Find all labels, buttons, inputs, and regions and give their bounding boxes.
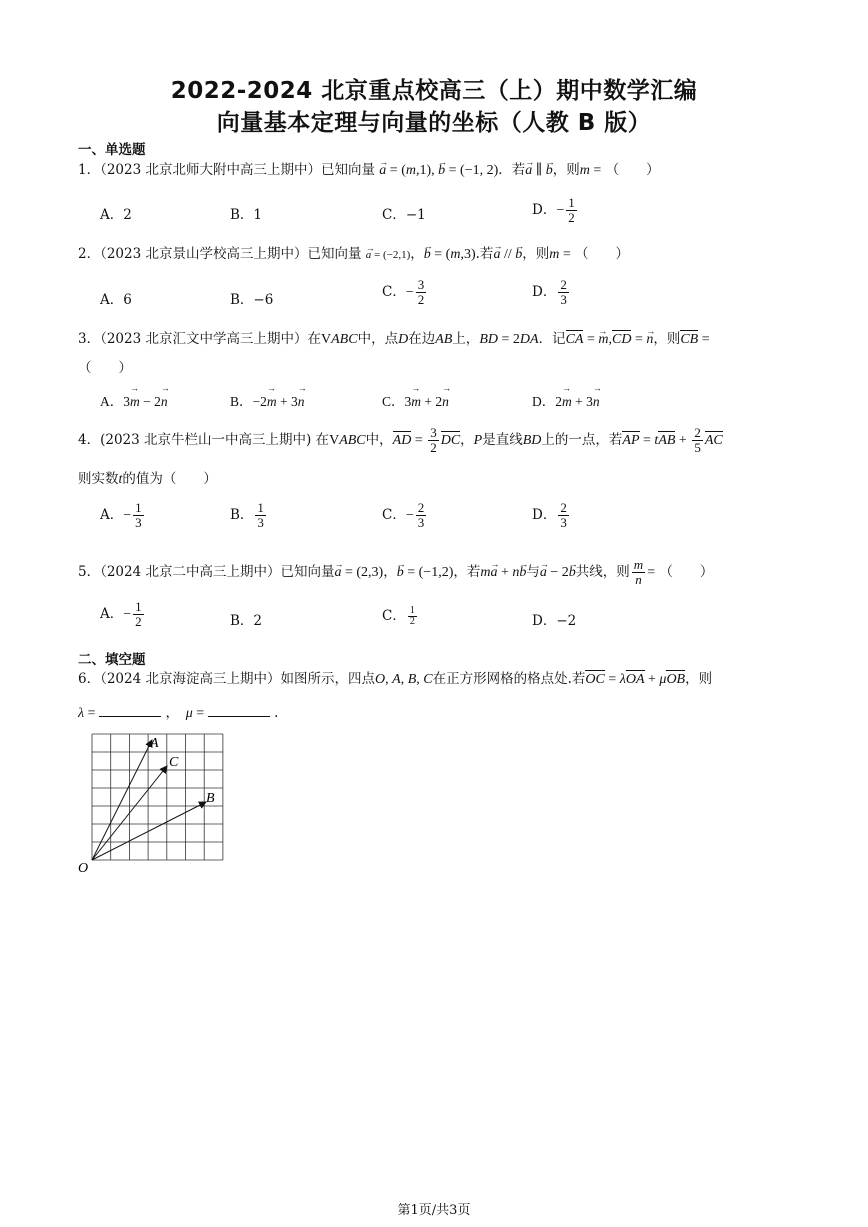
q6-answer-line: λ = ， μ = .: [78, 705, 279, 721]
vector-ob: [92, 802, 206, 860]
section-fill-blank: 二、填空题: [78, 652, 146, 668]
question-1: 1．（2023 北京北师大附中高三上期中）已知向量 → a = (m,1), → b = (−1, 2)．若→ a ∥ → b，则m = （ ）: [78, 160, 794, 181]
grid-figure: [76, 726, 246, 876]
page-title: 2022-2024 北京重点校高三（上）期中数学汇编: [170, 78, 698, 104]
q2-option-d[interactable]: D． $\frac{2}{3}$: [532, 277, 567, 307]
q5-stem: 5．（2024 北京二中高三上期中）已知向量: [78, 564, 335, 580]
q4-line2: 则实数t的值为（ ）: [78, 471, 217, 487]
q4-option-b[interactable]: B． $\frac{1}{3}$: [230, 500, 264, 530]
question-4: 4．(2023 北京牛栏山一中高三上期中) 在VABC中，AD = $\frac{3}{2}$ DC，P是直线BD上的一点，若AP = tAB + $\frac{2}{5}$ AC: [78, 425, 723, 455]
q4-option-d[interactable]: D． $\frac{2}{3}$: [532, 500, 567, 530]
q5-option-a[interactable]: A．− $\frac{1}{2}$: [100, 599, 142, 629]
label-b: B: [206, 791, 215, 806]
q3-stem: 3．（2023 北京汇文中学高三上期中）在: [78, 331, 321, 347]
question-6: 6．（2024 北京海淀高三上期中）如图所示，四点O, A, B, C在正方形网格的格点处.若OC = λOA + μOB，则: [78, 671, 713, 687]
q3-paren: （ ）: [78, 360, 132, 376]
q1-option-c[interactable]: C．−1: [382, 207, 426, 223]
q4-option-a[interactable]: A．− $\frac{1}{3}$: [100, 500, 142, 530]
q3-option-a[interactable]: A．3→ m − 2→ n: [100, 390, 168, 410]
question-3: 3．（2023 北京汇文中学高三上期中）在VABC中，点D在边AB上，BD = 2DA．记CA = → m,CD = → n，则CB =: [78, 329, 794, 350]
label-o: O: [78, 861, 89, 876]
question-5: 5．（2024 北京二中高三上期中）已知向量→ a = (2,3)，→ b = (−1,2)，若m→ a + n→ b与→ a − 2→ b共线，则 $\frac{m}{n}$ = （ ）: [78, 558, 794, 587]
q1-option-b[interactable]: B．1: [230, 207, 263, 223]
q2-option-b[interactable]: B．−6: [230, 292, 274, 308]
page-footer: 第1页/共3页: [397, 1203, 471, 1218]
q6-stem: 6．（2024 北京海淀高三上期中）如图所示，四点: [78, 671, 375, 687]
q3-option-c[interactable]: C．3→ m + 2→ n: [382, 390, 449, 410]
q5-option-d[interactable]: D．−2: [532, 613, 577, 629]
q2-stem: 2．（2023 北京景山学校高三上期中）已知向量: [78, 246, 362, 262]
q5-option-c[interactable]: C． $\frac{1}{2}$: [382, 605, 415, 627]
question-2: 2．（2023 北京景山学校高三上期中）已知向量 → a = (−2,1)，→ b = (m,3).若→ a // → b，则m = （ ）: [78, 244, 794, 265]
q1-option-d[interactable]: D．− $\frac{1}{2}$: [532, 195, 575, 225]
q2-option-a[interactable]: A．6: [100, 292, 132, 308]
square-grid: [92, 734, 223, 860]
mu-blank[interactable]: [208, 716, 270, 717]
lambda-blank[interactable]: [99, 716, 161, 717]
q3-option-b[interactable]: B．−2→ m + 3→ n: [230, 390, 305, 410]
label-c: C: [169, 755, 179, 770]
q4-stem: 4．(2023 北京牛栏山一中高三上期中) 在: [78, 432, 330, 448]
q2-option-c[interactable]: C．− $\frac{3}{2}$: [382, 277, 425, 307]
q4-option-c[interactable]: C．− $\frac{2}{3}$: [382, 500, 425, 530]
q1-stem: 1．（2023 北京北师大附中高三上期中）已知向量: [78, 162, 375, 178]
q3-option-d[interactable]: D．2→ m + 3→ n: [532, 390, 600, 410]
q1-option-a[interactable]: A．2: [100, 207, 132, 223]
label-a: A: [150, 736, 159, 751]
section-single-choice: 一、单选题: [78, 142, 146, 158]
page-subtitle: 向量基本定理与向量的坐标（人教 B 版）: [216, 110, 652, 136]
q5-option-b[interactable]: B．2: [230, 613, 263, 629]
